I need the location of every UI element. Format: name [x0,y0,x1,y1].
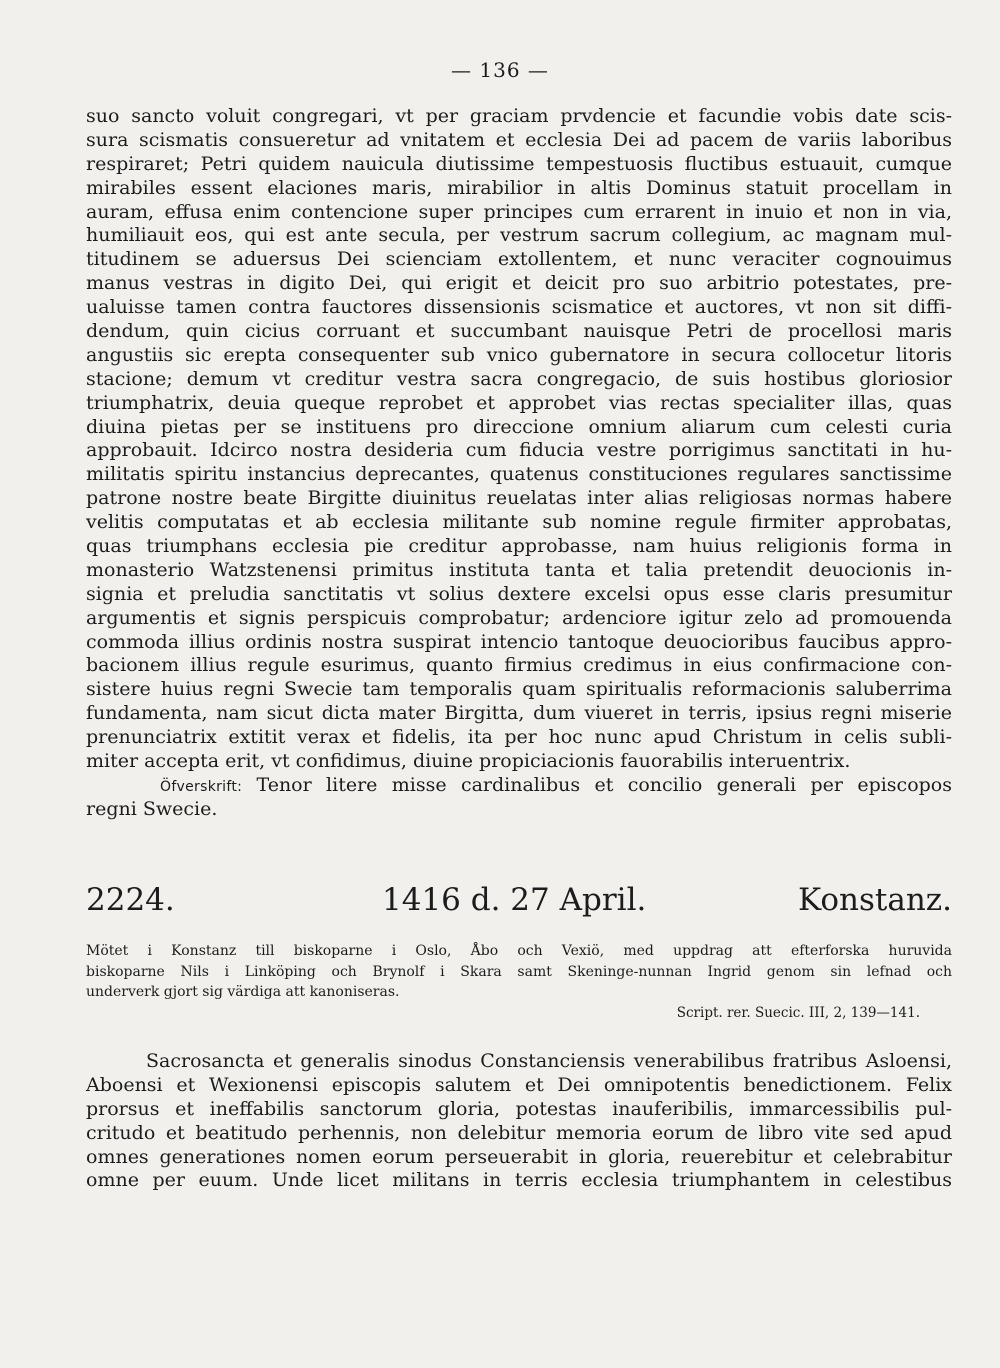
text-line: manus vestras in digito Dei, qui erigit et deicit pro suo arbitrio potestates, pre- [86,272,952,295]
superscription-continuation: regni Swecie. [86,797,218,820]
text-line: triumphatrix, deuia queque reprobet et approbet vias rectas specialiter illas, quas [86,391,952,414]
text-line: patrone nostre beate Birgitte diuinitus reuelatas inter alias religiosas normas habere [86,487,952,510]
text-line: sura scismatis consueretur ad vnitatem et ecclesia Dei ad pacem de variis laboribus [86,128,952,151]
text-line: dendum, quin cicius corruant et succumbant nauisque Petri de procellosi maris [86,320,952,343]
main-text [86,105,952,822]
document-header [86,882,952,928]
document-number: 2224. [86,882,175,918]
text-line: militatis spiritu instancius deprecantes, quatenus constituciones regulares sanctissime [86,463,952,486]
text-line: miter accepta erit, vt confidimus, diuine propiciacionis fauorabilis interuentrix. [86,750,851,773]
text-line: quas triumphans ecclesia pie creditur approbasse, nam huius religionis forma in [86,535,952,558]
summary-line: underverk gjort sig värdiga att kanoniseras. [86,984,400,1000]
superscription-text: Tenor litere misse cardinalibus et concilio generali per episcopos [256,773,952,796]
text-line: velitis computatas et ab ecclesia militante sub nomine regule firmiter approbatas, [86,511,952,534]
text-line: approbauit. Idcirco nostra desideria cum fiducia vestre porrigimus sanctitati in hu- [86,439,952,462]
text-line: omne per euum. Unde licet militans in terris ecclesia triumphantem in celestibus [86,1169,952,1192]
text-line: auram, effusa enim contencione super principes cum errarent in inuio et non in via, [86,200,952,223]
text-line: signia et preludia sanctitatis vt solius dextere excelsi opus esse claris presumitur [86,582,952,605]
summary-line: Mötet i Konstanz till biskoparne i Oslo, Åbo och Vexiö, med uppdrag att efterforska huruvida [86,943,952,959]
text-line: commoda illius ordinis nostra suspirat intencio tantoque deuocioribus faucibus appro- [86,630,952,653]
text-line: suo sancto voluit congregari, vt per graciam prvdencie et facundie vobis date scis- [86,105,952,127]
text-line: Sacrosancta et generalis sinodus Constanciensis venerabilibus fratribus Asloensi, [146,1050,952,1072]
text-line: mirabiles essent elaciones maris, mirabilior in altis Dominus statuit procellam in [86,176,952,199]
text-line: angustiis sic erepta consequenter sub vnico gubernatore in secura collocetur litoris [86,343,952,366]
text-line: ualuisse tamen contra fauctores dissensionis scismatice et auctores, vt non sit diffi- [86,296,952,319]
text-line: omnes generationes nomen eorum perseuerabit in gloria, reuerebitur et celebrabitur [86,1145,952,1168]
superscription-label: Öfverskrift: [160,778,243,795]
text-line: bacionem illius regule esurimus, quanto firmius credimus in eius confirmacione con- [86,654,952,677]
superscription [86,774,952,798]
text-line: respiraret; Petri quidem nauicula diutissime tempestuosis fluctibus estuauit, cumque [86,152,952,175]
text-line: critudo et beatitudo perhennis, non delebitur memoria eorum de libro vite sed apud [86,1121,952,1144]
document-place: Konstanz. [798,882,952,918]
text-line: monasterio Watzstenensi primitus instituta tanta et talia pretendit deuocionis in- [86,558,952,581]
source-citation: Script. rer. Suecic. III, 2, 139—141. [676,1005,920,1021]
text-line: Aboensi et Wexionensi episcopis salutem et Dei omnipotentis benedictionem. Felix [86,1073,952,1096]
summary-line: biskoparne Nils i Linköping och Brynolf i Skara samt Skeninge-nunnan Ingrid genom sin lefnad och [86,963,952,980]
text-line: humiliauit eos, qui est ante secula, per vestrum sacrum collegium, ac magnam mul- [86,224,952,247]
text-line: diuina pietas per se instituens pro direccione omnium aliarum cum celesti curia [86,415,952,438]
text-line: sistere huius regni Swecie tam temporalis quam spiritualis reformacionis saluberrima [86,678,952,701]
document-body-text [86,1050,952,1193]
document-date: 1416 d. 27 April. [382,882,647,918]
document-summary [86,941,952,1003]
text-line: titudinem se aduersus Dei scienciam extollentem, et nunc veraciter cognouimus [86,248,952,271]
text-line: argumentis et signis perspicuis comprobatur; ardenciore igitur zelo ad promouenda [86,606,952,629]
text-line: prorsus et ineffabilis sanctorum gloria, potestas inauferibilis, immarcessibilis pul- [86,1097,952,1120]
text-line: prenunciatrix extitit verax et fidelis, ita per hoc nunc apud Christum in celis subli- [86,726,952,749]
text-line: stacione; demum vt creditur vestra sacra congregacio, de suis hostibus gloriosior [86,367,952,390]
text-line: fundamenta, nam sicut dicta mater Birgitta, dum viueret in terris, ipsius regni miserie [86,702,952,725]
page-number: — 136 — [451,58,549,82]
